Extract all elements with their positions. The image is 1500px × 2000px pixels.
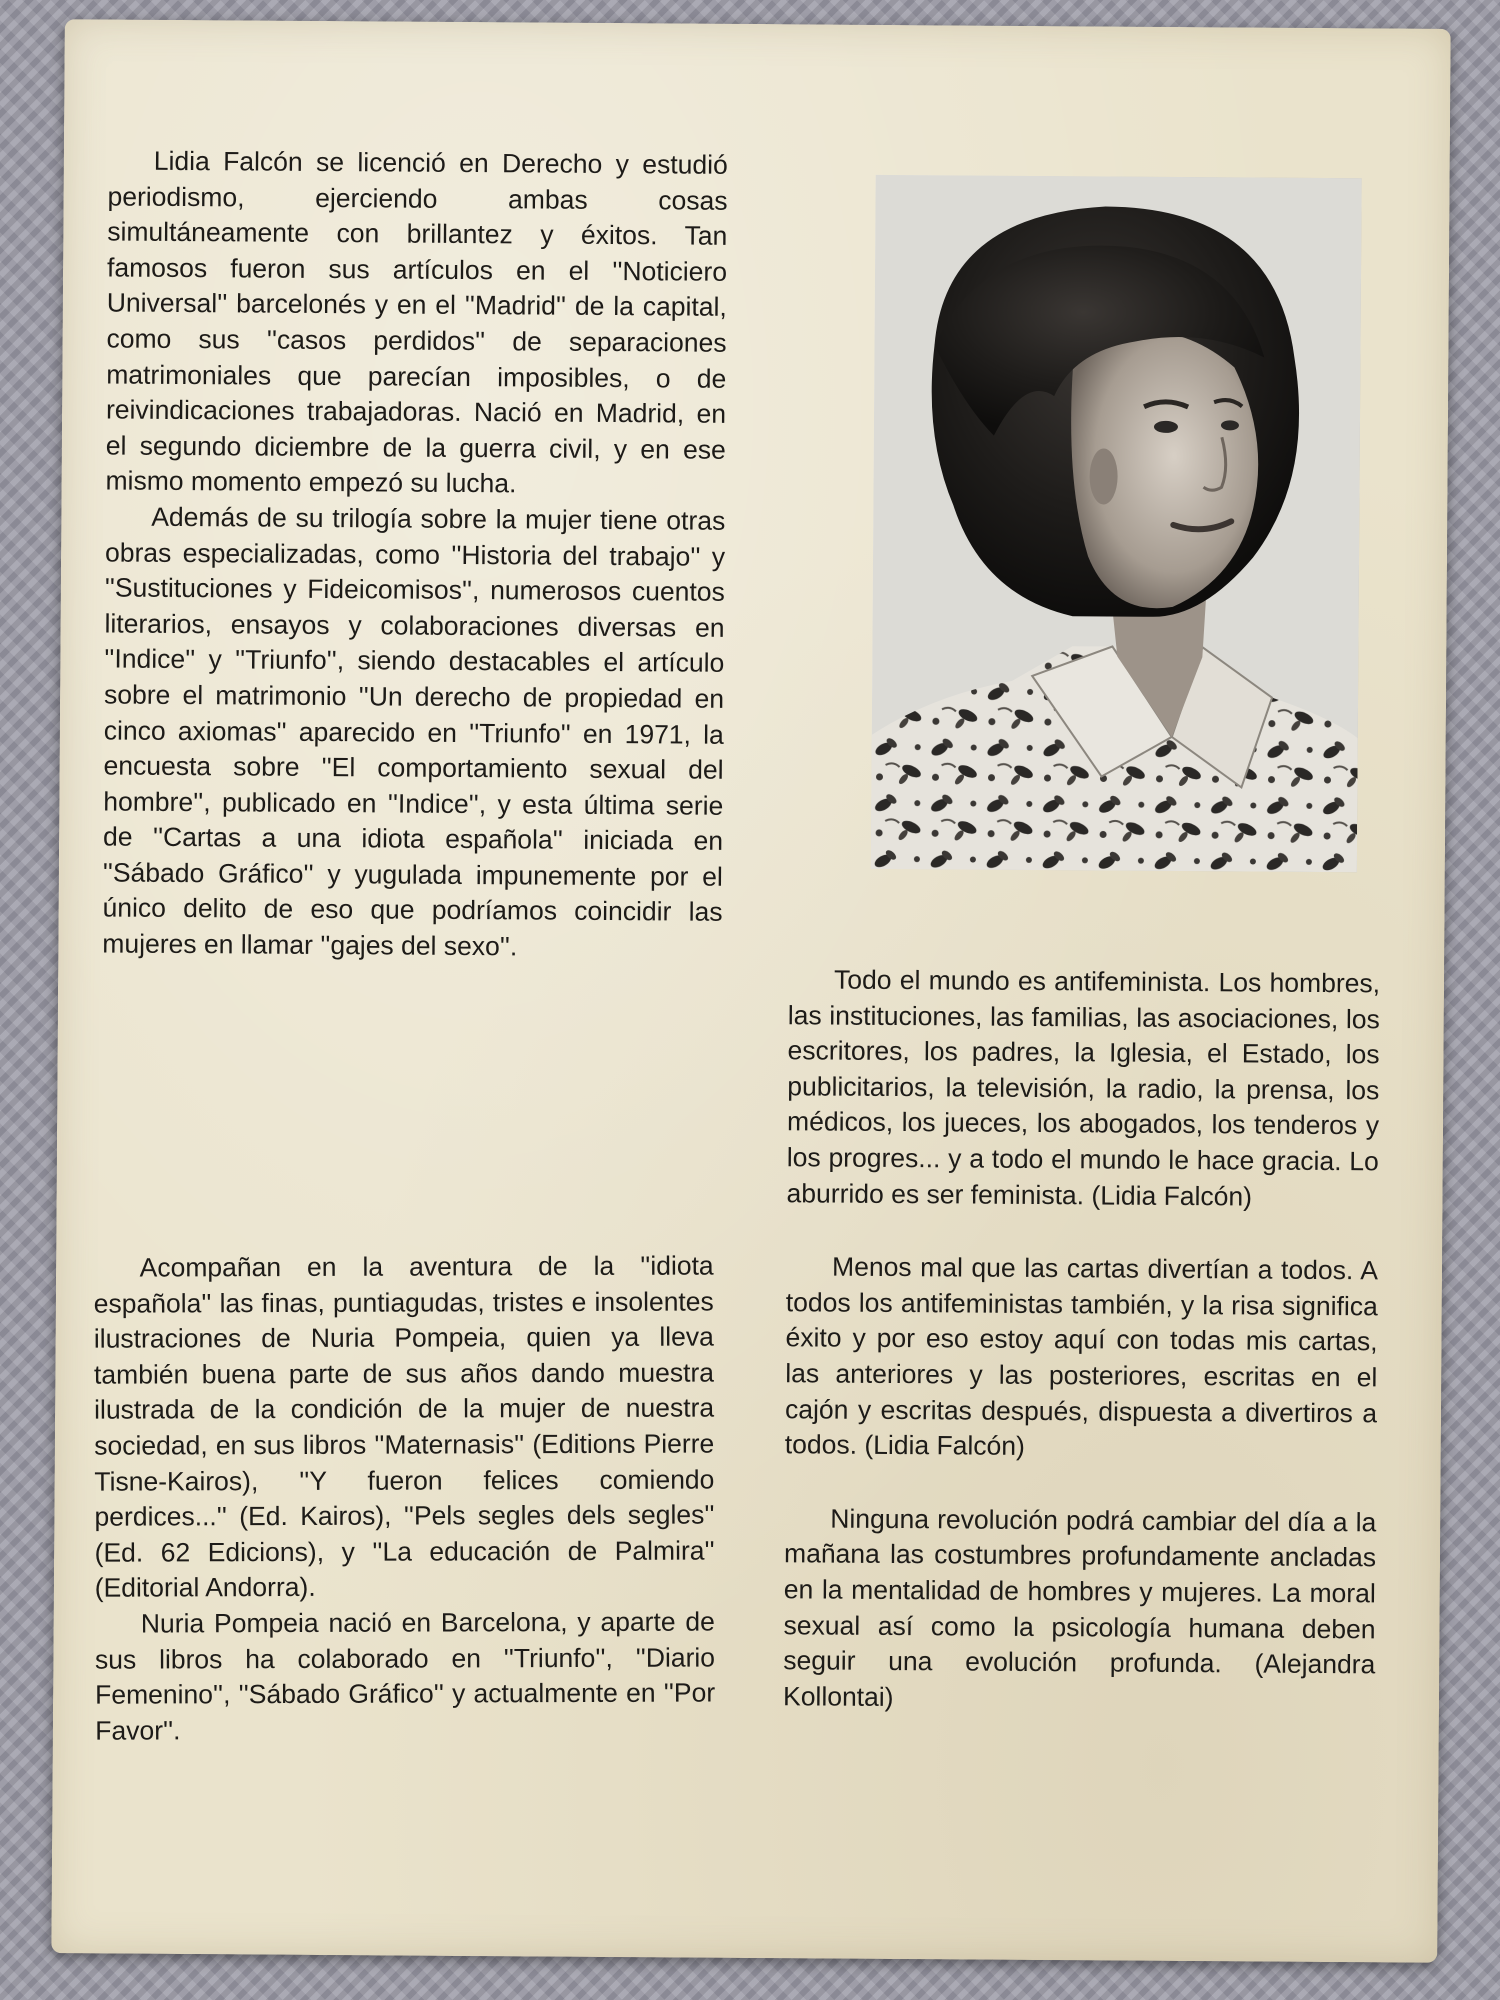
book-back-cover xyxy=(51,19,1450,1963)
bio-paragraph: Además de su trilogía sobre la mujer tiene otras obras especializadas, como ''Historia del trabajo'' y ''Sustituciones y Fideicomisos'', numerosos cuentos literarios, ensayos y colaboraciones diversas en ''Indice'' y ''Triunfo'', siendo destacables el artículo sobre el matrimonio ''Un derecho de propiedad en cinco axiomas'' aparecido en ''Triunfo'' en 1971, la encuesta sobre ''El comportamiento sexual del hombre'', publicado en ''Indice'', y esta última serie de ''Cartas a una idiota española'' iniciada en ''Sábado Gráfico'' y yugulada impunemente por el único delito de eso que podríamos coincidir las mujeres en llamar ''gajes del sexo''. xyxy=(102,501,726,962)
author-biography xyxy=(102,143,728,966)
bio-paragraph: Lidia Falcón se licenció en Derecho y estudió periodismo, ejerciendo ambas cosas simultáneamente con brillantez y éxitos. Tan famosos fueron sus artículos en el ''Noticiero Universal'' barcelonés y en el ''Madrid'' de la capital, como sus ''casos perdidos'' de separaciones matrimoniales que parecían imposibles, o de reivindicaciones trabajadoras. Nació en Madrid, en el segundo diciembre de la guerra civil, y en ese mismo momento empezó su lucha. xyxy=(105,145,728,499)
quote-paragraph: Menos mal que las cartas divertían a todos. A todos los antifeministas también, y la risa significa éxito y por eso estoy aquí con todas mis cartas, las anteriores y las posteriores, escritas en el cajón y escritas después, dispuesta a divertiros a todos. (Lidia Falcón) xyxy=(784,1251,1379,1462)
quote-paragraph: Ninguna revolución podrá cambiar del día a la mañana las costumbres profundamente ancladas en la mentalidad de hombres y mujeres. La moral sexual así como la psicología humana deben seguir una evolución profunda. (Alejandra Kollontai) xyxy=(782,1503,1377,1712)
quote-paragraph: Todo el mundo es antifeminista. Los hombres, las instituciones, las familias, las asociaciones, los escritores, los padres, la Iglesia, el Estado, los publicitarios, la televisión, la radio, la prensa, los médicos, los jueces, los abogados, los tenderos y los progres... y a todo el mundo le hace gracia. Lo aburrido es ser feminista. (Lidia Falcón) xyxy=(786,964,1381,1212)
bio-paragraph: Nuria Pompeia nació en Barcelona, y aparte de sus libros ha colaborado en ''Triunfo'', ''Diario Femenino'', ''Sábado Gráfico'' y actualmente en ''Por Favor''. xyxy=(94,1606,716,1746)
illustrator-biography xyxy=(94,1249,716,1749)
author-portrait xyxy=(871,175,1362,872)
bio-paragraph: Acompañan en la aventura de la ''idiota española'' las finas, puntiagudas, tristes e insolentes ilustraciones de Nuria Pompeia, quien ya lleva también buena parte de sus años dando muestra ilustrada de la condición de la mujer de nuestra sociedad, en sus libros ''Maternasis'' (Editions Pierre Tisne-Kairos), ''Y fueron felices comiendo perdices...'' (Ed. Kairos), ''Pels segles dels segles'' (Ed. 62 Edicions), y ''La educación de Palmira'' (Editorial Andorra). xyxy=(93,1250,715,1604)
portrait-illustration xyxy=(871,175,1362,872)
quotes-section xyxy=(783,962,1381,1756)
